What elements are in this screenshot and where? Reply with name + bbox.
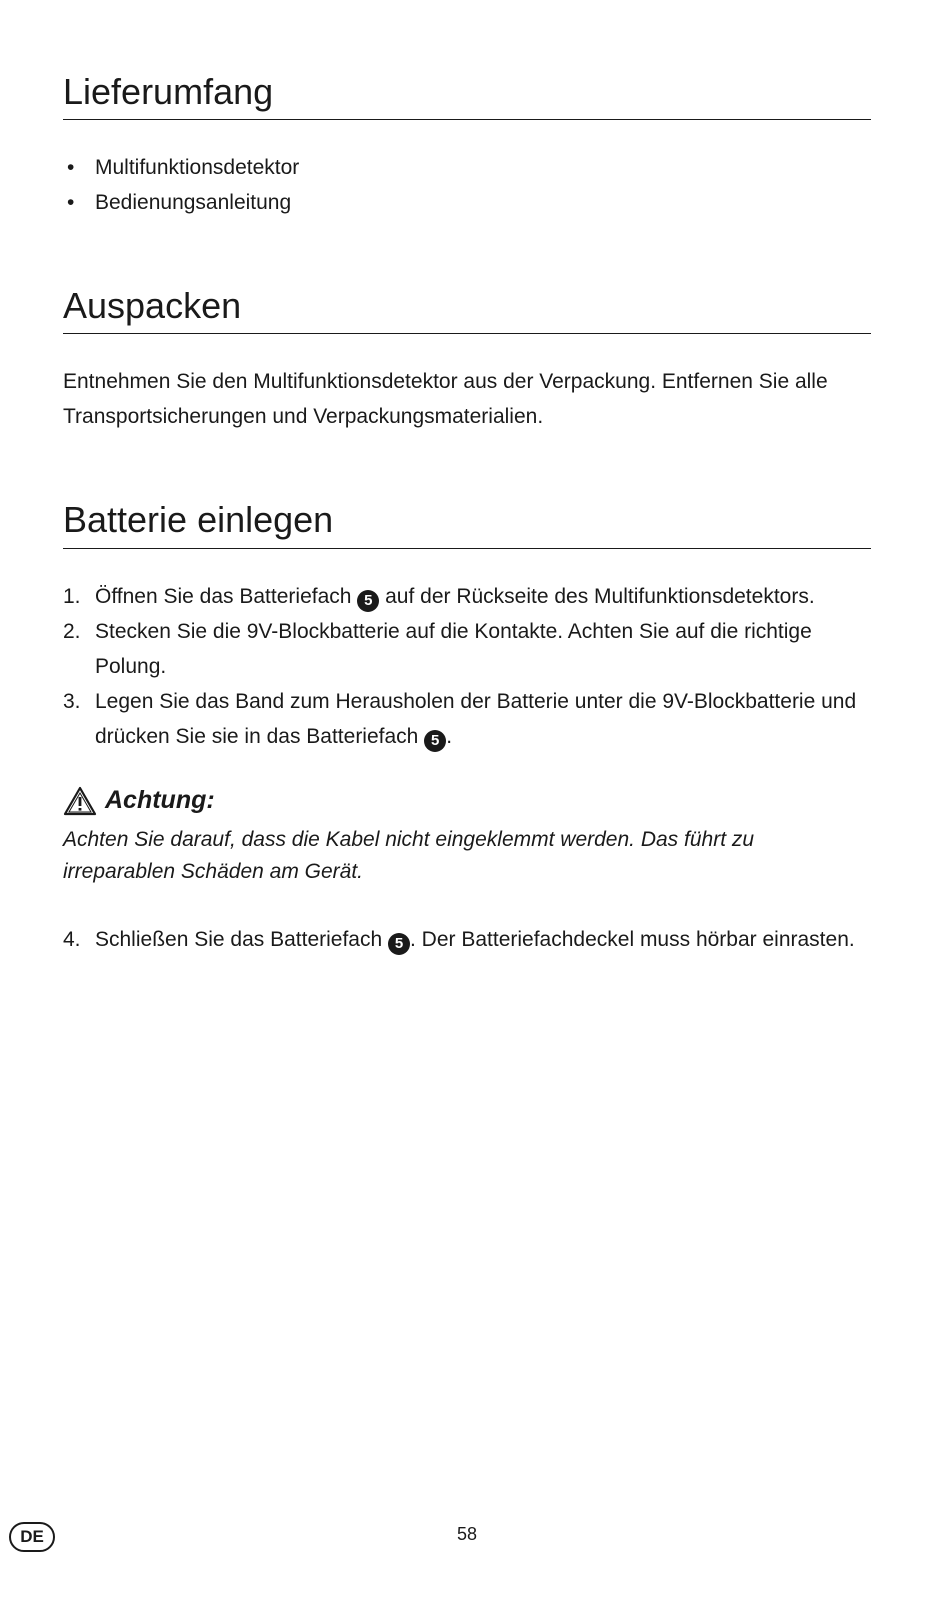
list-item: • Bedienungsanleitung [63, 185, 871, 220]
step-item: 4. Schließen Sie das Batteriefach 5 . Der Batteriefachdeckel muss hörbar einrasten. [63, 922, 871, 957]
part-number-badge: 5 [424, 730, 446, 752]
bullet-icon: • [67, 191, 75, 215]
step-item: 3. Legen Sie das Band zum Herausholen der Batterie unter die 9V-Blockbatterie und drücken Sie sie in das Batteriefach 5 . [63, 684, 871, 754]
heading-auspacken: Auspacken [63, 284, 871, 334]
unpacking-paragraph: Entnehmen Sie den Multifunktionsdetektor aus der Verpackung. Entfernen Sie alle Transportsicherungen und Verpackungsmaterialien. [63, 370, 828, 429]
step-item: 2. Stecken Sie die 9V-Blockbatterie auf die Kontakte. Achten Sie auf die richtige Polung. [63, 614, 871, 684]
battery-steps-list [63, 579, 871, 754]
page-number: 58 [456, 1524, 478, 1544]
step-number: 3. [63, 689, 81, 713]
part-number-badge: 5 [388, 933, 410, 955]
warning-triangle-icon [63, 786, 97, 816]
list-item: • Multifunktionsdetektor [63, 150, 871, 185]
language-badge: DE [9, 1522, 55, 1552]
heading-lieferumfang: Lieferumfang [63, 70, 871, 120]
warning-title: Achtung: [105, 786, 215, 815]
warning-header [63, 786, 871, 816]
warning-text: Achten Sie darauf, dass die Kabel nicht eingeklemmt werden. Das führt zu irreparablen Schäden am Gerät. [63, 827, 755, 883]
bullet-icon: • [67, 156, 75, 180]
document-page [63, 0, 871, 957]
step-number: 2. [63, 619, 81, 643]
part-number-badge: 5 [357, 590, 379, 612]
battery-steps-list-continued [63, 922, 871, 957]
heading-batterie-einlegen: Batterie einlegen [63, 498, 871, 548]
step-number: 4. [63, 927, 81, 951]
step-item: 1. Öffnen Sie das Batteriefach 5 auf der Rückseite des Multifunktionsdetektors. [63, 579, 871, 614]
scope-of-delivery-list [63, 150, 871, 220]
step-number: 1. [63, 584, 81, 608]
